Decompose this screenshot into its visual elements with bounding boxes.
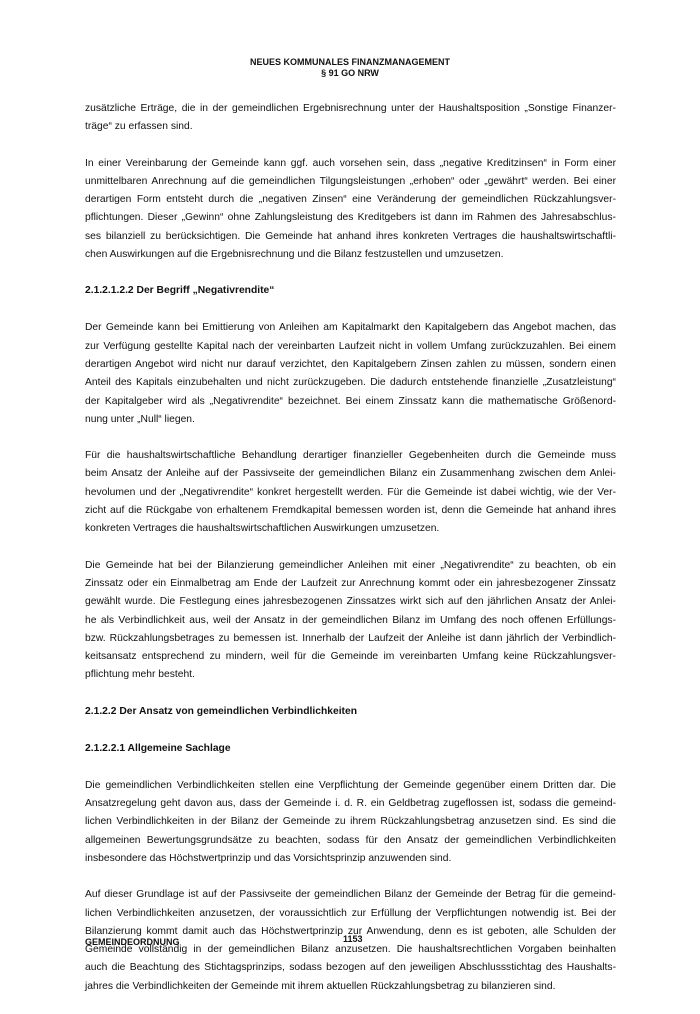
section-heading: 2.1.2.1.2.2 Der Begriff „Negativrendite“ — [85, 285, 275, 297]
text-line: Auf dieser Grundlage ist auf der Passivseite der gemeindlichen Bilanz der Gemeinde der Betrag für die gemeind- — [85, 889, 616, 901]
text-line: zur Verfügung gestellte Kapital nach der vereinbarten Laufzeit nicht in vollem Umfang zurückzuzahlen. Bei einem — [85, 340, 616, 352]
text-line: he als Verbindlichkeit aus, weil der Ansatz in der gemeindlichen Bilanz im Umfang des noch offenen Erfüllungs- — [85, 614, 616, 626]
text-line: gewählt wurde. Die Festlegung eines jahresbezogenen Zinssatzes wirkt sich auf den jährlichen Ansatz der Anlei- — [85, 596, 616, 608]
text-line: ses bilanziell zu berücksichtigen. Die Gemeinde hat anhand ihres konkreten Vertrages die haushaltswirtschaftli- — [85, 230, 616, 242]
text-line: Der Gemeinde kann bei Emittierung von Anleihen am Kapitalmarkt den Kapitalgebern das Angebot machen, das — [85, 322, 616, 334]
text-line: Die gemeindlichen Verbindlichkeiten stellen eine Verpflichtung der Gemeinde gegenüber einem Dritten dar. Die — [85, 779, 616, 791]
text-line: In einer Vereinbarung der Gemeinde kann ggf. auch vorsehen sein, dass „negative Kreditzinsen“ in Form einer — [85, 157, 616, 169]
paragraph-5 — [85, 557, 616, 685]
text-line: konkreten Vertrages die haushaltswirtschaftlichen Auswirkungen umzusetzen. — [85, 523, 440, 535]
text-line: Ansatzregelung geht davon aus, dass der Gemeinde i. d. R. ein Geldbetrag zugeflossen ist, sodass die gemeind- — [85, 798, 616, 810]
text-line: zicht auf die Rückgabe von erhaltenem Fremdkapital bemessen worden ist, denn die Gemeinde hat anhand ihres — [85, 505, 616, 517]
footer-label: GEMEINDEORDNUNG — [85, 937, 180, 947]
page-number: 1153 — [343, 934, 363, 944]
text-line: hevolumen und der „Negativrendite“ konkret hergestellt werden. Für die Gemeinde ist dabei wichtig, wie der Ver- — [85, 486, 616, 498]
text-line: Die Gemeinde hat bei der Bilanzierung gemeindlicher Anleihen mit einer „Negativrendite“ zu beachten, ob ein — [85, 559, 616, 571]
text-line: Für die haushaltswirtschaftliche Behandlung derartiger finanzieller Gegebenheiten durch die Gemeinde muss — [85, 450, 616, 462]
text-line: keitsansatz entsprechend zu mindern, weil für die Gemeinde im vereinbarten Umfang keine Rückzahlungsver- — [85, 651, 616, 663]
text-line: chen Auswirkungen auf die Ergebnisrechnung und die Bilanz festzustellen und umzusetzen. — [85, 249, 504, 261]
text-line: insbesondere das Höchstwertprinzip und das Vorsichtsprinzip anzuwenden sind. — [85, 852, 452, 864]
text-line: zusätzliche Erträge, die in der gemeindlichen Ergebnisrechnung unter der Haushaltsposition „Sonstige Finanzer- — [85, 103, 616, 114]
page-header — [0, 57, 700, 79]
text-line: pflichtungen. Dieser „Gewinn“ ohne Zahlungsleistung des Kreditgebers ist dann im Rahmen des Jahresabschlus- — [85, 212, 616, 224]
text-line: Gemeinde vollständig in der gemeindlichen Bilanz anzusetzen. Die haushaltsrechtlichen Vorgaben beinhalten — [85, 944, 616, 956]
text-line: beim Ansatz der Anleihe auf der Passivseite der gemeindlichen Bilanz ein Zusammenhang zwischen dem Anlei- — [85, 468, 616, 480]
paragraph-6 — [85, 777, 616, 868]
text-line: jahres die Verbindlichkeiten der Gemeinde mit ihrem aktuellen Rückzahlungsbetrag zu bilanzieren sind. — [85, 980, 556, 992]
header-title: NEUES KOMMUNALES FINANZMANAGEMENT — [250, 57, 450, 67]
text-line: derartigen Angebot wird nicht nur darauf verzichtet, den Kapitalgebern Zinsen zahlen zu müssen, sondern einen — [85, 358, 616, 370]
text-line: derartigen Form entsteht durch die „negativen Zinsen“ eine Veränderung der gemeindlichen Rückzahlungsver- — [85, 194, 616, 206]
section-heading: 2.1.2.2 Der Ansatz von gemeindlichen Verbindlichkeiten — [85, 705, 357, 717]
text-line: pflichtung mehr besteht. — [85, 669, 195, 681]
text-line: lichen Verbindlichkeiten anzusetzen, der voraussichtlich zur Erfüllung der Verpflichtungen notwendig ist. Bei der — [85, 907, 616, 919]
text-line: Bilanzierung kommt damit auch das Höchstwertprinzip zur Anwendung, denn es ist geboten, alle Schulden der — [85, 925, 616, 937]
text-line: träge“ zu erfassen sind. — [85, 121, 193, 133]
header-section: § 91 GO NRW — [321, 68, 379, 78]
paragraph-2 — [85, 155, 616, 265]
paragraph-3 — [85, 319, 616, 429]
text-line: unmittelbaren Anrechnung auf die gemeindlichen Tilgungsleistungen „erhoben“ oder „gewährt“ werden. Bei einer — [85, 175, 616, 187]
text-line: Zinssatz oder ein Einmalbetrag am Ende der Laufzeit zur Anrechnung kommt oder ein jahresbezogener Zinssatz — [85, 577, 616, 589]
text-line: bzw. Rückzahlungsbetrages zu bemessen ist. Innerhalb der Laufzeit der Anleihe ist dann jährlich der Verbindlich- — [85, 632, 616, 644]
text-line: auch die Beachtung des Stichtagsprinzips, sodass bezogen auf den jeweiligen Abschlussstichtag des Haushalts- — [85, 962, 616, 974]
subsection-heading: 2.1.2.2.1 Allgemeine Sachlage — [85, 742, 231, 754]
paragraph-4 — [85, 447, 616, 538]
text-line: Anteil des Kapitals einzubehalten und nicht zurückzugeben. Die dadurch entstehende finanzielle „Zusatzleistung“ — [85, 377, 616, 389]
paragraph-1 — [85, 100, 616, 137]
text-line: allgemeinen Bewertungsgrundsätze zu beachten, sodass für den Ansatz der gemeindlichen Verbindlichkeiten — [85, 834, 616, 846]
document-body — [85, 100, 616, 1014]
text-line: der Kapitalgeber wird als „Negativrendite“ bezeichnet. Bei einem Zinssatz kann die mathematische Größenord- — [85, 395, 616, 407]
text-line: lichen Verbindlichkeiten in der Bilanz der Gemeinde zu ihrem Rückzahlungsbetrag anzusetzen sind. Es sind die — [85, 816, 616, 828]
text-line: nung unter „Null“ liegen. — [85, 413, 195, 425]
